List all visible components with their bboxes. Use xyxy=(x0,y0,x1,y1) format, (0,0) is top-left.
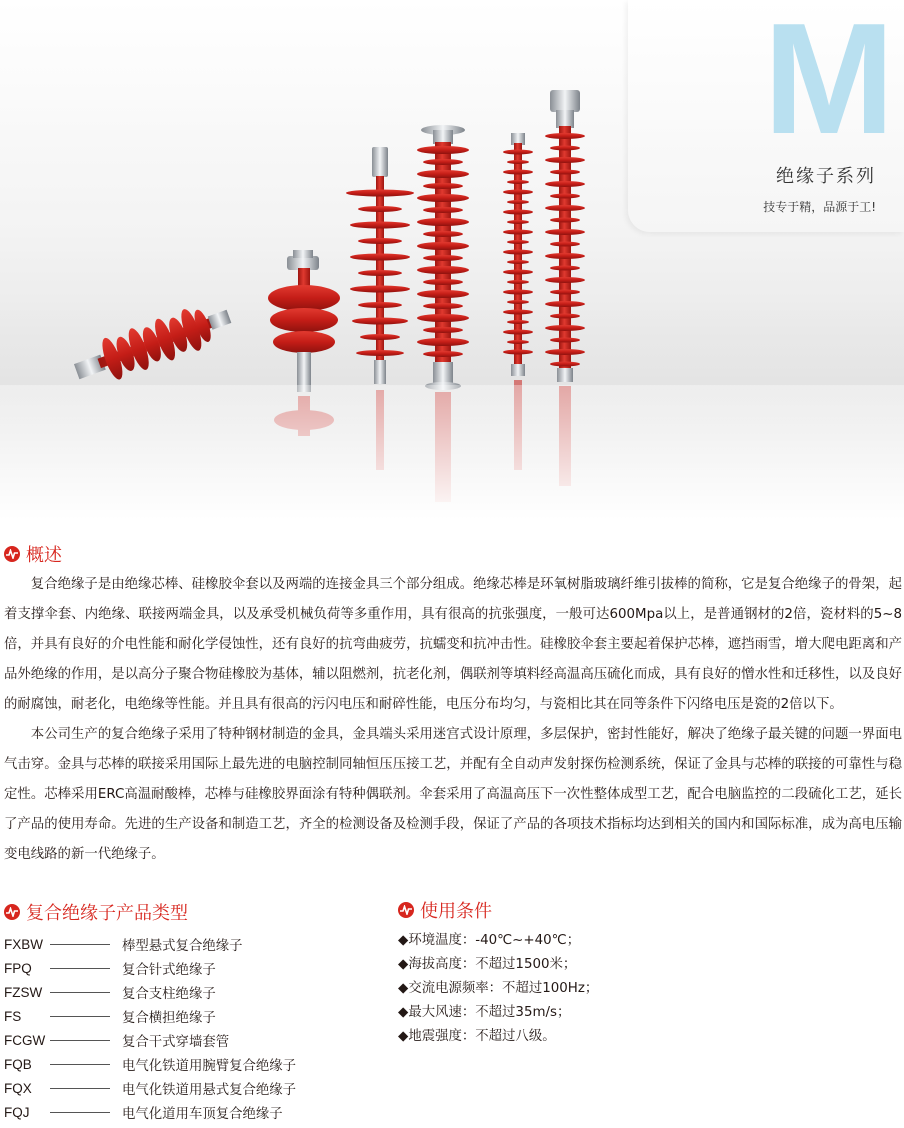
insulator-long-rod-1 xyxy=(346,147,414,384)
leader-line xyxy=(50,1064,110,1065)
list-item xyxy=(4,1028,304,1052)
diamond-bullet-icon: ◆ xyxy=(398,1029,409,1044)
type-code: FZSW xyxy=(4,984,43,1000)
diamond-bullet-icon: ◆ xyxy=(398,933,409,948)
insulator-station-post xyxy=(417,125,469,390)
diamond-bullet-icon: ◆ xyxy=(398,1005,409,1020)
leader-line xyxy=(50,1016,110,1017)
pulse-wave-icon xyxy=(398,902,414,918)
list-item xyxy=(4,1100,304,1124)
list-item xyxy=(398,953,778,977)
insulator-pin-type xyxy=(268,250,340,392)
conditions-title: 使用条件 xyxy=(420,901,492,922)
type-name: 复合干式穿墙套管 xyxy=(122,1034,230,1050)
overview-heading xyxy=(4,542,62,566)
overview-title: 概述 xyxy=(26,545,62,566)
list-item xyxy=(4,1004,304,1028)
leader-line xyxy=(50,1040,110,1041)
leader-line xyxy=(50,968,110,969)
pulse-wave-icon xyxy=(4,904,20,920)
insulator-long-rod-2 xyxy=(503,133,533,376)
type-code: FS xyxy=(4,1008,22,1024)
list-item xyxy=(4,1052,304,1076)
list-item xyxy=(398,1001,778,1025)
product-types-list xyxy=(4,932,304,1124)
hero-banner xyxy=(0,0,904,520)
type-name: 电气化铁道用腕臂复合绝缘子 xyxy=(122,1058,297,1074)
list-item xyxy=(4,932,304,956)
condition-text: 最大风速：不超过35m/s； xyxy=(408,1005,571,1020)
type-name: 复合支柱绝缘子 xyxy=(122,986,216,1002)
type-name: 棒型悬式复合绝缘子 xyxy=(122,938,243,954)
list-item xyxy=(4,1076,304,1100)
condition-text: 地震强度：不超过八级。 xyxy=(408,1029,556,1044)
product-types-heading xyxy=(4,900,188,924)
overview-paragraph-1: 复合绝缘子是由绝缘芯棒、硅橡胶伞套以及两端的连接金具三个部分组成。绝缘芯棒是环氧树脂玻璃纤维引拔棒的简称，它是复合绝缘子的骨架，起着支撑伞套、内绝缘、联接两端金具，以及承受机械负荷等多重作用，具有很高的抗张强度，一般可达600Mpa以上，是普通钢材的2倍，瓷材料的5~8倍，并具有良好的介电性能和耐化学侵蚀性，还有良好的抗弯曲疲劳，抗蠕变和抗冲击性。硅橡胶伞套主要起着保护芯棒，遮挡雨雪，增大爬电距离和产品外绝缘的作用，是以高分子聚合物硅橡胶为基体，辅以阻燃剂，抗老化剂，偶联剂等填料经高温高压硫化而成，具有良好的憎水性和迁移性，以及良好的耐腐蚀，耐老化，电绝缘等性能。并且具有很高的污闪电压和耐碎性能，电压分布均匀，与瓷相比其在同等条件下闪络电压是瓷的2倍以下。 xyxy=(4,577,902,712)
leader-line xyxy=(50,1112,110,1113)
conditions-list xyxy=(398,929,778,1049)
series-title: 绝缘子系列 xyxy=(776,166,876,187)
list-item xyxy=(398,1025,778,1049)
leader-line xyxy=(50,1088,110,1089)
series-slogan: 技专于精，品源于工! xyxy=(763,200,876,214)
leader-line xyxy=(50,944,110,945)
condition-text: 海拔高度：不超过1500米； xyxy=(408,957,577,972)
list-item xyxy=(4,980,304,1004)
type-name: 复合横担绝缘子 xyxy=(122,1010,216,1026)
product-types-title: 复合绝缘子产品类型 xyxy=(26,903,188,924)
type-name: 电气化道用车顶复合绝缘子 xyxy=(122,1106,283,1122)
leader-line xyxy=(50,992,110,993)
type-code: FQX xyxy=(4,1080,32,1096)
conditions-heading xyxy=(398,898,492,922)
type-name: 复合针式绝缘子 xyxy=(122,962,216,978)
overview-body xyxy=(4,570,902,870)
list-item xyxy=(398,929,778,953)
type-code: FCGW xyxy=(4,1032,46,1048)
list-item xyxy=(4,956,304,980)
diamond-bullet-icon: ◆ xyxy=(398,981,409,996)
type-code: FXBW xyxy=(4,936,43,952)
type-code: FQB xyxy=(4,1056,32,1072)
type-name: 电气化铁道用悬式复合绝缘子 xyxy=(122,1082,297,1098)
series-letter: M xyxy=(763,0,893,167)
insulator-suspension xyxy=(545,90,585,382)
condition-text: 交流电源频率：不超过100Hz； xyxy=(408,981,599,996)
pulse-wave-icon xyxy=(4,546,20,562)
list-item xyxy=(398,977,778,1001)
diamond-bullet-icon: ◆ xyxy=(398,957,409,972)
overview-paragraph-2: 本公司生产的复合绝缘子采用了特种钢材制造的金具，金具端头采用迷宫式设计原理，多层保护，密封性能好，解决了绝缘子最关键的问题一界面电气击穿。金具与芯棒的联接采用国际上最先进的电脑控制同轴恒压压接工艺，并配有全自动声发射探伤检测系统，保证了金具与芯棒的联接的可靠性与稳定性。芯棒采用ERC高温耐酸棒，芯棒与硅橡胶界面涂有特种偶联剂。伞套采用了高温高压下一次性整体成型工艺，配合电脑监控的二段硫化工艺，延长了产品的使用寿命。先进的生产设备和制造工艺，齐全的检测设备及检测手段，保证了产品的各项技术指标均达到相关的国内和国际标准，成为高电压输变电线路的新一代绝缘子。 xyxy=(4,727,902,862)
type-code: FPQ xyxy=(4,960,32,976)
insulator-horizontal xyxy=(69,296,236,393)
type-code: FQJ xyxy=(4,1104,30,1120)
condition-text: 环境温度：-40℃~+40℃； xyxy=(408,933,581,948)
